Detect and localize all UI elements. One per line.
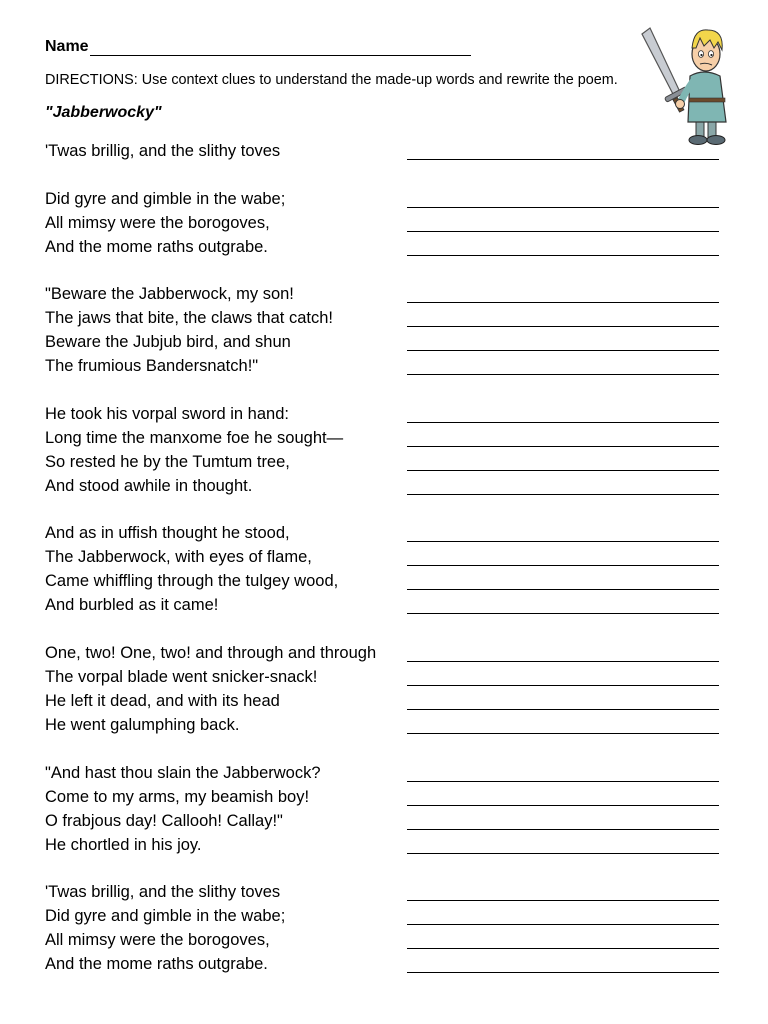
poem-line-text: And burbled as it came! — [45, 596, 219, 615]
rewrite-answer-line[interactable] — [407, 302, 719, 303]
rewrite-answer-line[interactable] — [407, 589, 719, 590]
poem-line-text: Beware the Jubjub bird, and shun — [45, 333, 291, 352]
rewrite-answer-line[interactable] — [407, 924, 719, 925]
poem-line-row — [45, 236, 725, 260]
rewrite-answer-line[interactable] — [407, 159, 719, 160]
name-field-row — [45, 36, 471, 56]
poem-line-row — [45, 810, 725, 834]
poem-line-row — [45, 475, 725, 499]
poem-title: "Jabberwocky" — [45, 104, 162, 121]
poem-line-text: The vorpal blade went snicker-snack! — [45, 667, 318, 686]
poem-line-text: "Beware the Jabberwock, my son! — [45, 285, 294, 304]
rewrite-answer-line[interactable] — [407, 470, 719, 471]
rewrite-answer-line[interactable] — [407, 494, 719, 495]
rewrite-answer-line[interactable] — [407, 422, 719, 423]
poem-line-text: "And hast thou slain the Jabberwock? — [45, 763, 321, 782]
poem-line-text: O frabjous day! Callooh! Callay!" — [45, 811, 283, 830]
poem-line-text: And stood awhile in thought. — [45, 476, 253, 495]
poem-body — [45, 140, 725, 977]
poem-line-row — [45, 307, 725, 331]
poem-line-row — [45, 331, 725, 355]
rewrite-answer-line[interactable] — [407, 733, 719, 734]
poem-line-text: 'Twas brillig, and the slithy toves — [45, 883, 281, 902]
poem-line-row — [45, 283, 725, 307]
poem-line-text: He went galumphing back. — [45, 715, 240, 734]
poem-line-text: And the mome raths outgrabe. — [45, 955, 268, 974]
poem-line-row — [45, 427, 725, 451]
knight-with-sword-icon — [636, 18, 730, 150]
rewrite-answer-line[interactable] — [407, 805, 719, 806]
poem-line-text: The jaws that bite, the claws that catch! — [45, 309, 333, 328]
poem-line-row — [45, 953, 725, 977]
stanza-gap — [45, 499, 725, 523]
rewrite-answer-line[interactable] — [407, 853, 719, 854]
poem-line-text: The frumious Bandersnatch!" — [45, 357, 259, 376]
poem-line-row — [45, 929, 725, 953]
knight-right-boot — [707, 136, 725, 145]
poem-line-row — [45, 666, 725, 690]
rewrite-answer-line[interactable] — [407, 709, 719, 710]
rewrite-answer-line[interactable] — [407, 613, 719, 614]
poem-line-row — [45, 786, 725, 810]
poem-line-row — [45, 451, 725, 475]
rewrite-answer-line[interactable] — [407, 207, 719, 208]
stanza-gap — [45, 379, 725, 403]
poem-line-text: Long time the manxome foe he sought— — [45, 428, 344, 447]
poem-line-text: 'Twas brillig, and the slithy toves — [45, 142, 281, 160]
poem-line-row — [45, 905, 725, 929]
poem-line-row — [45, 403, 725, 427]
rewrite-answer-line[interactable] — [407, 781, 719, 782]
poem-line-text: Did gyre and gimble in the wabe; — [45, 907, 286, 926]
poem-line-row — [45, 546, 725, 570]
poem-line-text: Did gyre and gimble in the wabe; — [45, 189, 286, 208]
poem-line-row — [45, 762, 725, 786]
rewrite-answer-line[interactable] — [407, 374, 719, 375]
knight-pupil-left — [700, 54, 702, 56]
poem-line-text: The Jabberwock, with eyes of flame, — [45, 548, 312, 567]
poem-line-row — [45, 355, 725, 379]
poem-line-text: Come to my arms, my beamish boy! — [45, 787, 310, 806]
name-field-line[interactable] — [90, 40, 471, 56]
poem-line-text: Came whiffling through the tulgey wood, — [45, 572, 339, 591]
poem-line-row — [45, 140, 725, 164]
poem-line-text: And the mome raths outgrabe. — [45, 237, 268, 256]
poem-line-text: All mimsy were the borogoves, — [45, 931, 270, 950]
poem-line-row — [45, 834, 725, 858]
rewrite-answer-line[interactable] — [407, 231, 719, 232]
knight-hand — [676, 100, 685, 109]
stanza-gap — [45, 618, 725, 642]
poem-line-text: One, two! One, two! and through and through — [45, 643, 377, 662]
knight-belt — [689, 98, 725, 102]
poem-line-text: And as in uffish thought he stood, — [45, 524, 290, 543]
name-label: Name — [45, 38, 89, 55]
rewrite-answer-line[interactable] — [407, 685, 719, 686]
poem-line-row — [45, 642, 725, 666]
knight-eye-right — [708, 51, 713, 58]
rewrite-answer-line[interactable] — [407, 541, 719, 542]
knight-left-boot — [689, 136, 707, 145]
poem-line-text: He left it dead, and with its head — [45, 691, 280, 710]
poem-line-row — [45, 212, 725, 236]
rewrite-answer-line[interactable] — [407, 948, 719, 949]
poem-line-text: He chortled in his joy. — [45, 835, 202, 854]
poem-line-row — [45, 188, 725, 212]
rewrite-answer-line[interactable] — [407, 255, 719, 256]
rewrite-answer-line[interactable] — [407, 350, 719, 351]
poem-line-row — [45, 690, 725, 714]
sword-blade — [642, 28, 680, 96]
stanza-gap — [45, 738, 725, 762]
rewrite-answer-line[interactable] — [407, 326, 719, 327]
rewrite-answer-line[interactable] — [407, 972, 719, 973]
poem-line-row — [45, 881, 725, 905]
rewrite-answer-line[interactable] — [407, 661, 719, 662]
rewrite-answer-line[interactable] — [407, 829, 719, 830]
poem-line-row — [45, 594, 725, 618]
poem-line-row — [45, 522, 725, 546]
knight-eye-left — [698, 51, 703, 58]
poem-line-row — [45, 714, 725, 738]
rewrite-answer-line[interactable] — [407, 446, 719, 447]
poem-line-text: All mimsy were the borogoves, — [45, 213, 270, 232]
stanza-gap — [45, 858, 725, 882]
stanza-gap — [45, 260, 725, 284]
rewrite-answer-line[interactable] — [407, 900, 719, 901]
rewrite-answer-line[interactable] — [407, 565, 719, 566]
poem-line-text: He took his vorpal sword in hand: — [45, 404, 289, 423]
knight-pupil-right — [710, 54, 712, 56]
directions-text: DIRECTIONS: Use context clues to understand the made-up words and rewrite the poem. — [45, 72, 618, 88]
stanza-gap — [45, 164, 725, 188]
poem-line-row — [45, 570, 725, 594]
poem-line-text: So rested he by the Tumtum tree, — [45, 452, 290, 471]
